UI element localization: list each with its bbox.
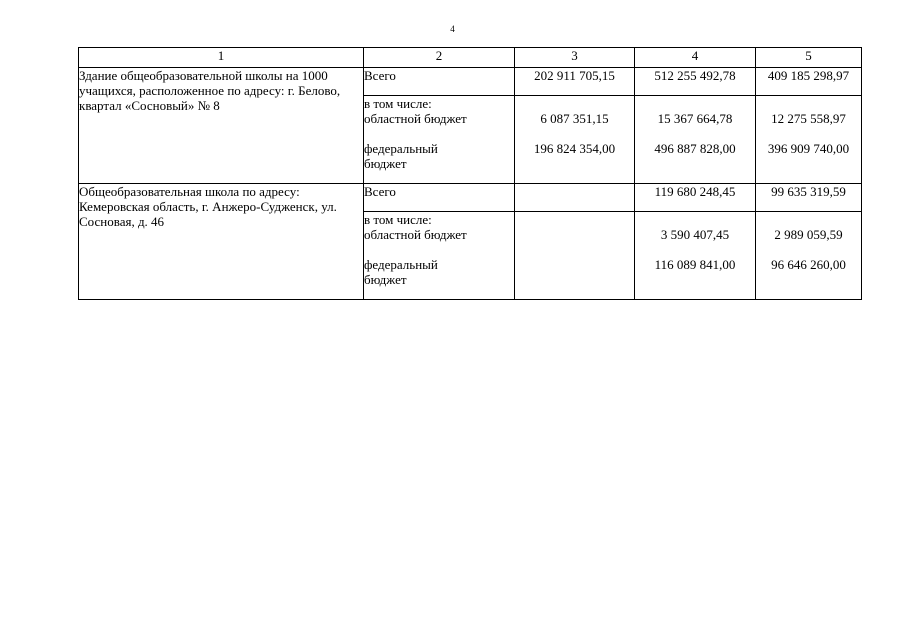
value-cell — [515, 184, 635, 212]
column-header: 5 — [756, 48, 862, 68]
column-header: 1 — [79, 48, 364, 68]
regional-value: 6 087 351,15 — [540, 111, 609, 126]
breakdown-labels — [364, 96, 515, 184]
column-header: 3 — [515, 48, 635, 68]
value-cell: 99 635 319,59 — [756, 184, 862, 212]
regional-label: областной бюджет — [364, 111, 467, 126]
federal-label: федеральный — [364, 141, 438, 156]
object-name: Общеобразовательная школа по адресу: Кемеровская область, г. Анжеро-Судженск, ул. Сосновая, д. 46 — [79, 184, 364, 300]
regional-value: 3 590 407,45 — [660, 227, 730, 242]
federal-value: 496 887 828,00 — [654, 141, 736, 156]
table-row — [79, 184, 862, 212]
budget-table — [78, 47, 862, 300]
value-cell — [635, 212, 756, 300]
regional-value: 15 367 664,78 — [657, 111, 733, 126]
federal-label: федеральный — [364, 257, 438, 272]
incl-label: в том числе: — [364, 212, 432, 227]
total-label: Всего — [364, 68, 515, 96]
federal-value: 196 824 354,00 — [533, 141, 616, 156]
regional-label: областной бюджет — [364, 227, 467, 242]
regional-value: 12 275 558,97 — [771, 111, 846, 126]
table-row — [79, 68, 862, 96]
column-header: 4 — [635, 48, 756, 68]
page-number: 4 — [450, 24, 455, 34]
value-cell — [756, 96, 862, 184]
incl-label: в том числе: — [364, 96, 432, 111]
total-label: Всего — [364, 184, 515, 212]
breakdown-labels — [364, 212, 515, 300]
federal-label-cont: бюджет — [364, 272, 407, 287]
object-name: Здание общеобразовательной школы на 1000 учащихся, расположенное по адресу: г. Белово, квартал «Сосновый» № 8 — [79, 68, 364, 184]
value-cell — [635, 96, 756, 184]
column-header: 2 — [364, 48, 515, 68]
federal-value: 96 646 260,00 — [771, 257, 846, 272]
value-cell: 202 911 705,15 — [515, 68, 635, 96]
regional-value: 2 989 059,59 — [774, 227, 843, 242]
value-cell — [756, 212, 862, 300]
value-cell — [515, 96, 635, 184]
federal-value: 396 909 740,00 — [767, 141, 850, 156]
federal-value: 116 089 841,00 — [654, 257, 736, 272]
header-row — [79, 48, 862, 68]
value-cell: 119 680 248,45 — [635, 184, 756, 212]
value-cell — [515, 212, 635, 300]
federal-label-cont: бюджет — [364, 156, 407, 171]
value-cell: 409 185 298,97 — [756, 68, 862, 96]
value-cell: 512 255 492,78 — [635, 68, 756, 96]
